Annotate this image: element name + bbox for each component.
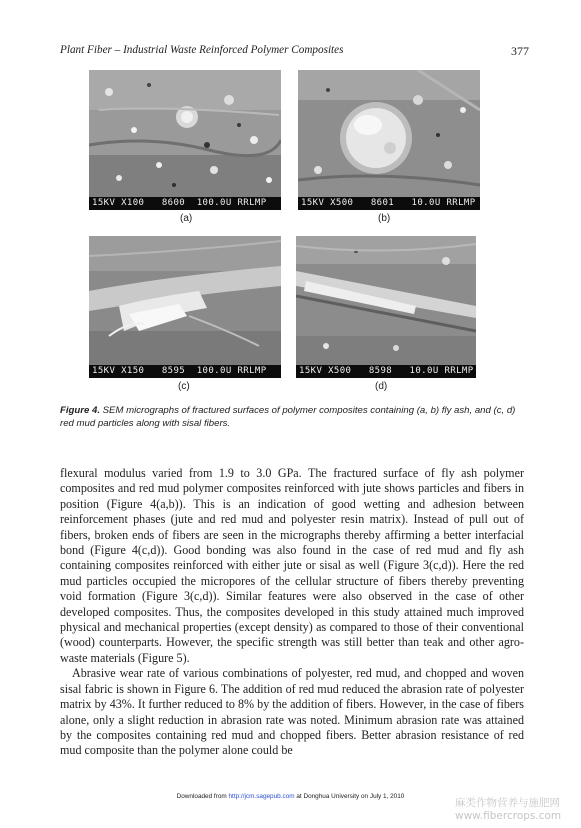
running-title: Plant Fiber – Industrial Waste Reinforced Polymer Composites bbox=[60, 44, 344, 56]
watermark-line-1: 麻类作物营养与施肥网 bbox=[455, 797, 560, 809]
sem-texture-c bbox=[89, 236, 281, 365]
paragraph: flexural modulus varied from 1.9 to 3.0 GPa. The fractured surface of fly ash polymer composites and red mud polymer composites reinforced with jute shows particles and fibers in position (Figure 4(a,b)). This is an indication of good wetting and adhesion between reinforcement phases (jute and red mud and polyester resin matrix). Instead of pull out of fibers, broken ends of fibers are seen in the micrographs thereby affirming a better interfacial bond (Figure 4(c,d)). Good bonding was also found in the case of red mud and fly ash containing composites reinforced with either jute or sisal as well (Figure 3(c,d)). Here the red mud particles occupied the micropores of the cellular structure of fibers thereby preventing void formation (Figure 3(c,d)). Similar features were also observed in the case of other developed composites. Thus, the composites developed in this study attained much improved physical and mechanical properties (except density) as compared to those of their conventional (wood) counterparts. However, the specific strength was still better than teak and other agro-waste materials (Figure 5). bbox=[60, 466, 524, 665]
panel-label-d: (d) bbox=[375, 381, 388, 392]
scale-bar-b: 15KV X500 8601 10.0U RRLMP bbox=[298, 197, 480, 210]
sem-texture-d bbox=[296, 236, 476, 365]
footer-suffix: at Donghua University on July 1, 2010 bbox=[294, 793, 405, 800]
body-text bbox=[60, 466, 524, 759]
sem-micrograph-c bbox=[89, 236, 281, 378]
panel-label-a: (a) bbox=[180, 213, 193, 224]
sem-texture-b bbox=[298, 70, 480, 197]
panel-label-c: (c) bbox=[178, 381, 190, 392]
page-header bbox=[60, 44, 529, 62]
figure-caption bbox=[60, 405, 524, 430]
figure-caption-text: SEM micrographs of fractured surfaces of polymer composites containing (a, b) fly ash, and (c, d) red mud particles along with sisal fibers. bbox=[60, 405, 516, 429]
panel-label-b: (b) bbox=[378, 213, 391, 224]
paragraph: Abrasive wear rate of various combinations of polyester, red mud, and chopped and woven sisal fabric is shown in Figure 6. The addition of red mud reduced the abrasion rate of polyester matrix by 43%. It further reduced to 8% by the addition of fibers. However, in the case of fibers alone, only a slight reduction in abrasion rate was noted. Minimum abrasion rate was attained by the composites containing red mud and chopped fibers. Better abrasion resistance of red mud composite than the polymer alone could be bbox=[60, 666, 524, 758]
footer-link[interactable]: http://jcm.sagepub.com bbox=[228, 793, 295, 800]
sem-micrograph-d bbox=[296, 236, 476, 378]
watermark-line-2: www.fibercrops.com bbox=[455, 810, 562, 822]
sem-micrograph-b bbox=[298, 70, 480, 210]
scale-bar-c: 15KV X150 8595 100.0U RRLMP bbox=[89, 365, 281, 378]
sem-micrograph-a bbox=[89, 70, 281, 210]
scale-bar-a: 15KV X100 8600 100.0U RRLMP bbox=[89, 197, 281, 210]
page-number: 377 bbox=[511, 44, 529, 58]
scale-bar-d: 15KV X500 8598 10.0U RRLMP bbox=[296, 365, 476, 378]
figure-caption-label: Figure 4. bbox=[60, 405, 100, 416]
sem-texture-a bbox=[89, 70, 281, 197]
watermark bbox=[455, 797, 575, 823]
footer-prefix: Downloaded from bbox=[176, 793, 229, 800]
